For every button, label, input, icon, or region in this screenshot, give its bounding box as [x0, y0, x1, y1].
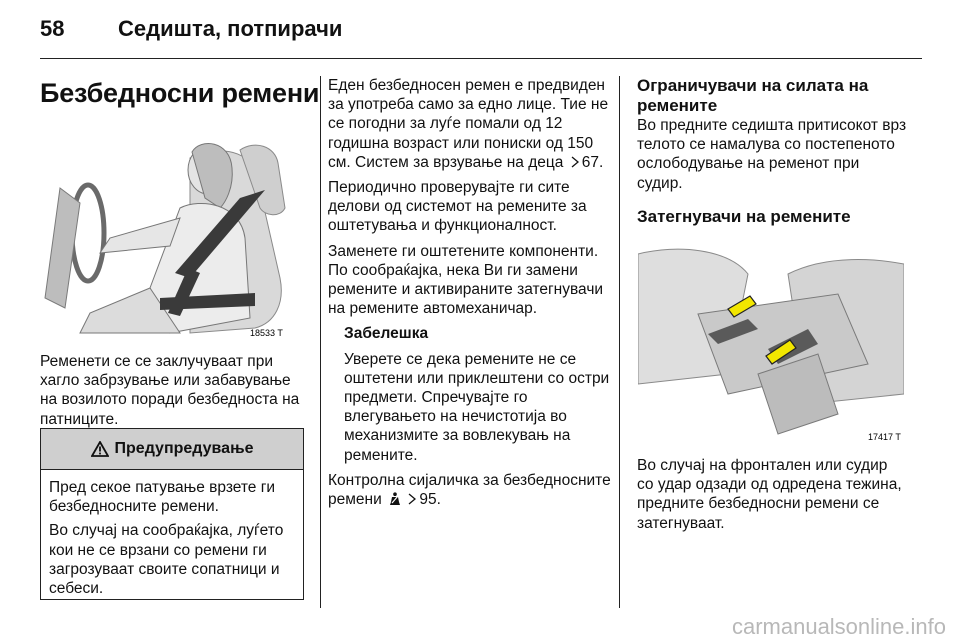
- seatbelt-buckle-drawing: [638, 234, 904, 444]
- control-light-page-ref[interactable]: 95.: [419, 491, 441, 509]
- column-divider: [320, 76, 321, 608]
- driver-seatbelt-drawing: [40, 128, 302, 340]
- warning-box: [40, 428, 304, 600]
- section-heading: Безбедносни ремени: [40, 78, 320, 108]
- pretensioners-text-block: [637, 456, 907, 533]
- child-restraint-page-ref[interactable]: 67.: [581, 153, 604, 171]
- replacement-paragraph: Заменете ги оштетените компоненти. По сообраќајка, нека Ви ги замени ремените и активираните затегнувачи на ремените автомеханичар.: [328, 242, 604, 318]
- warning-text-1: Пред секое патување врзете ги безбедносните ремени.: [49, 479, 276, 516]
- pretensioners-paragraph: Во случај на фронтален или судир со удар одзади од одредена тежина, предните безбедносни ремени се затегнуваат.: [637, 457, 902, 532]
- pretensioner-illustration: [638, 234, 904, 444]
- inspection-paragraph: Периодично проверувајте ги сите делови од системот на ремените за оштетувања и функционалност.: [328, 179, 587, 235]
- warning-text-2: Во случај на сообраќајка, луѓето кои не се врзани со ремени ги загрозуваат своите сопатници и себеси.: [49, 522, 284, 598]
- intro-paragraph-block: [40, 352, 310, 429]
- reference-arrow-icon[interactable]: [571, 156, 579, 168]
- usage-paragraph: [328, 76, 618, 172]
- seatbelt-warning-icon: [389, 492, 401, 506]
- header-title: Седишта, потпирачи: [118, 16, 343, 41]
- intro-paragraph: Ременети се се заклучуваат при хагло забрзување или забавување на возилото поради безбедноста на патниците.: [40, 353, 300, 428]
- seatbelt-illustration: [40, 128, 302, 340]
- middle-column: [328, 76, 618, 515]
- force-limiters-paragraph: Во предните седишта притисокот врз телото се намалува со постепеното ослободување на ременот при судир.: [637, 117, 907, 192]
- column-divider: [619, 76, 620, 608]
- warning-triangle-icon: [91, 441, 109, 457]
- note-title: Забелешка: [344, 325, 429, 343]
- page-number: 58: [40, 16, 65, 41]
- warning-title: Предупредување: [114, 440, 254, 457]
- pretensioners-heading: Затегнувачи на ремените: [637, 206, 851, 226]
- note-text: Уверете се дека ремените не се оштетени или приклештени со остри предмети. Спречувајте го влегувањето на нечистотија во механизмите за вовлекувањ на ремените.: [344, 350, 610, 464]
- right-column: [637, 76, 907, 227]
- figure-number: 18533 T: [250, 328, 283, 338]
- warning-body: [41, 470, 303, 598]
- watermark: carmanualsonline.info: [731, 614, 946, 639]
- reference-arrow-icon[interactable]: [408, 493, 416, 505]
- force-limiters-heading: Ограничувачи на силата на ремените: [637, 76, 869, 115]
- header-rule: [40, 58, 922, 59]
- control-light-text: Контролна сијаличка за безбедносните ремени: [328, 471, 611, 509]
- warning-header: [41, 429, 303, 470]
- control-light-paragraph: [328, 471, 618, 509]
- note-block: [328, 324, 618, 464]
- usage-text: Еден безбедносен ремен е предвиден за употреба само за едно лице. Тие не се погодни за луѓе помали од 12 годишна возраст или пониски од 150 см. Систем за врзување на деца: [328, 77, 609, 171]
- figure-number: 17417 T: [868, 432, 901, 442]
